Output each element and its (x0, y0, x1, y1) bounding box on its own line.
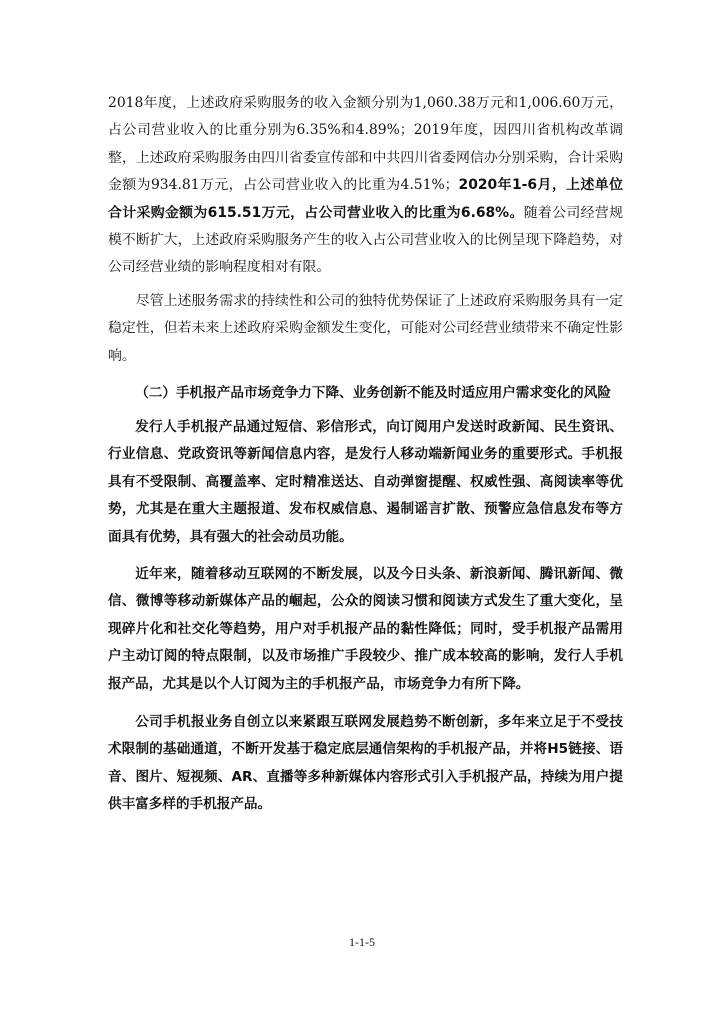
paragraph-text: 2018年度，上述政府采购服务的收入金额分别为1,060.38万元和1,006.60万元，占公司营业收入的比重分别为6.35%和4.89%；2019年度，因四川省机构改革调整，上述政府采购服务由四川省委宣传部和中共四川省委网信办分别采购，合计采购金额为934.81万元，占公司营业收入的比重为4.51%； (108, 95, 623, 194)
page-number: 1-1-5 (349, 935, 375, 949)
paragraph-mobile-newspaper-intro: 发行人手机报产品通过短信、彩信形式，向订阅用户发送时政新闻、民生资讯、行业信息、党政资讯等新闻信息内容，是发行人移动端新闻业务的重要形式。手机报具有不受限制、高覆盖率、定时精准送达、自动弹窗提醒、权威性强、高阅读率等优势，尤其是在重大主题报道、发布权威信息、遏制谣言扩散、预警应急信息发布等方面具有优势，具有强大的社会动员功能。 (108, 418, 623, 546)
section-heading-risk: （二）手机报产品市场竞争力下降、业务创新不能及时适应用户需求变化的风险 (135, 385, 611, 402)
paragraph-text: 随着公司经营规模不断扩大，上述政府采购服务产生的收入占公司营业收入的比例呈现下降趋势，对公司经营业绩的影响程度相对有限。 (108, 204, 623, 276)
document-body (108, 90, 623, 819)
bold-highlight-2020: 2020年1-6月，上述单位合计采购金额为615.51万元，占公司营业收入的比重为6.68%。 (108, 177, 623, 221)
paragraph-innovation: 公司手机报业务自创立以来紧跟互联网发展趋势不断创新，多年来立足于不受技术限制的基础通道，不断开发基于稳定底层通信架构的手机报产品，并将H5链接、语音、图片、短视频、AR、直播等多种新媒体内容形式引入手机报产品，持续为用户提供丰富多样的手机报产品。 (108, 713, 623, 813)
paragraph-revenue-2018-2020 (108, 90, 623, 282)
paragraph-competition: 近年来，随着移动互联网的不断发展，以及今日头条、新浪新闻、腾讯新闻、微信、微博等移动新媒体产品的崛起，公众的阅读习惯和阅读方式发生了重大变化，呈现碎片化和社交化等趋势，用户对手机报产品的黏性降低；同时，受手机报产品需用户主动订阅的特点限制，以及市场推广手段较少、推广成本较高的影响，发行人手机报产品，尤其是以个人订阅为主的手机报产品，市场竞争力有所下降。 (108, 565, 623, 692)
paragraph-uncertainty: 尽管上述服务需求的持续性和公司的独特优势保证了上述政府采购服务具有一定稳定性，但若未来上述政府采购金额发生变化，可能对公司经营业绩带来不确定性影响。 (108, 292, 623, 364)
